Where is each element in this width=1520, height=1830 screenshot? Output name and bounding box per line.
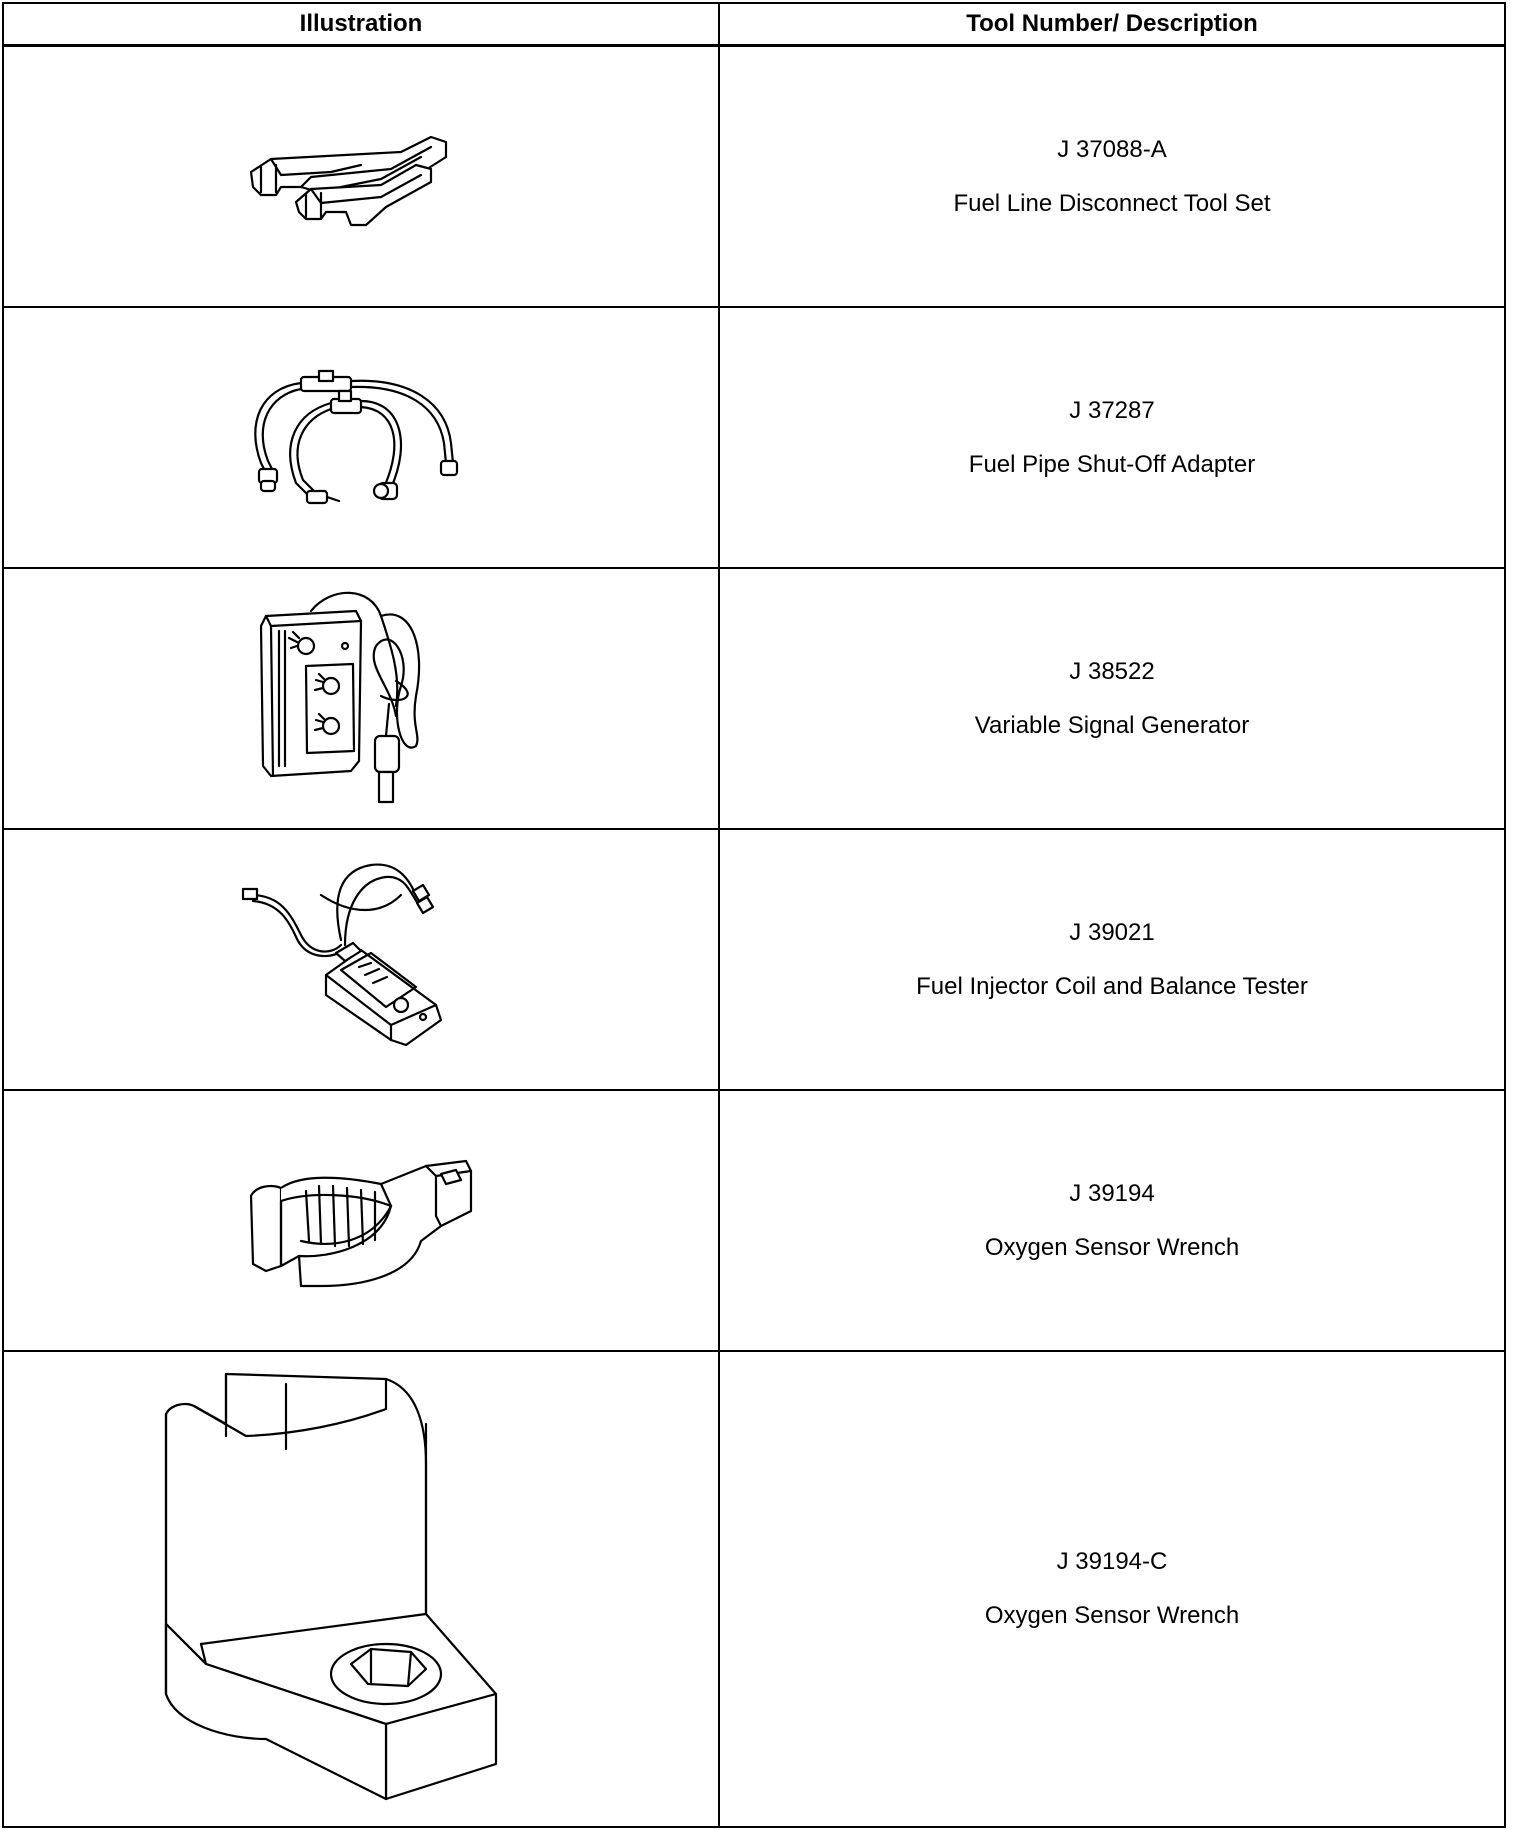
tool-cell (719, 1351, 1505, 1827)
tool-description: Oxygen Sensor Wrench (984, 1233, 1240, 1261)
table-row (3, 829, 1505, 1090)
tool-number: J 39194 (1069, 1179, 1155, 1207)
illustration-cell (3, 46, 719, 308)
illustration-cell (3, 829, 719, 1090)
oxygen-sensor-socket-icon (146, 1364, 576, 1814)
table-row (3, 1351, 1505, 1827)
table-row (3, 307, 1505, 568)
fuel-line-disconnect-tool-icon (241, 117, 481, 237)
tool-cell (719, 1090, 1505, 1351)
header-row (3, 3, 1505, 46)
illustration-cell (3, 307, 719, 568)
tool-number: J 38522 (1069, 657, 1155, 685)
table-row (3, 568, 1505, 829)
tool-cell (719, 568, 1505, 829)
table-row (3, 1090, 1505, 1351)
injector-tester-icon (241, 855, 481, 1065)
oxygen-sensor-wrench-icon (241, 1146, 481, 1296)
tool-description: Fuel Injector Coil and Balance Tester (916, 972, 1308, 1000)
illustration-cell (3, 1351, 719, 1827)
tool-number: J 37287 (1069, 396, 1155, 424)
fuel-pipe-adapter-icon (241, 363, 481, 513)
tool-number: J 39194-C (1056, 1548, 1168, 1575)
header-illustration: Illustration (3, 3, 719, 46)
tool-description: Oxygen Sensor Wrench (984, 1602, 1240, 1629)
tool-number: J 39021 (1069, 918, 1155, 946)
tool-number: J 37088-A (1057, 135, 1167, 163)
table-row (3, 46, 1505, 308)
tool-cell (719, 46, 1505, 308)
signal-generator-icon (251, 586, 471, 811)
tool-description: Fuel Pipe Shut-Off Adapter (968, 450, 1256, 478)
illustration-cell (3, 568, 719, 829)
tool-cell (719, 307, 1505, 568)
special-tools-table (2, 2, 1506, 1828)
tool-description: Fuel Line Disconnect Tool Set (953, 189, 1271, 217)
tool-description: Variable Signal Generator (974, 711, 1250, 739)
header-tool-number-description: Tool Number/ Description (719, 3, 1505, 46)
illustration-cell (3, 1090, 719, 1351)
tool-cell (719, 829, 1505, 1090)
